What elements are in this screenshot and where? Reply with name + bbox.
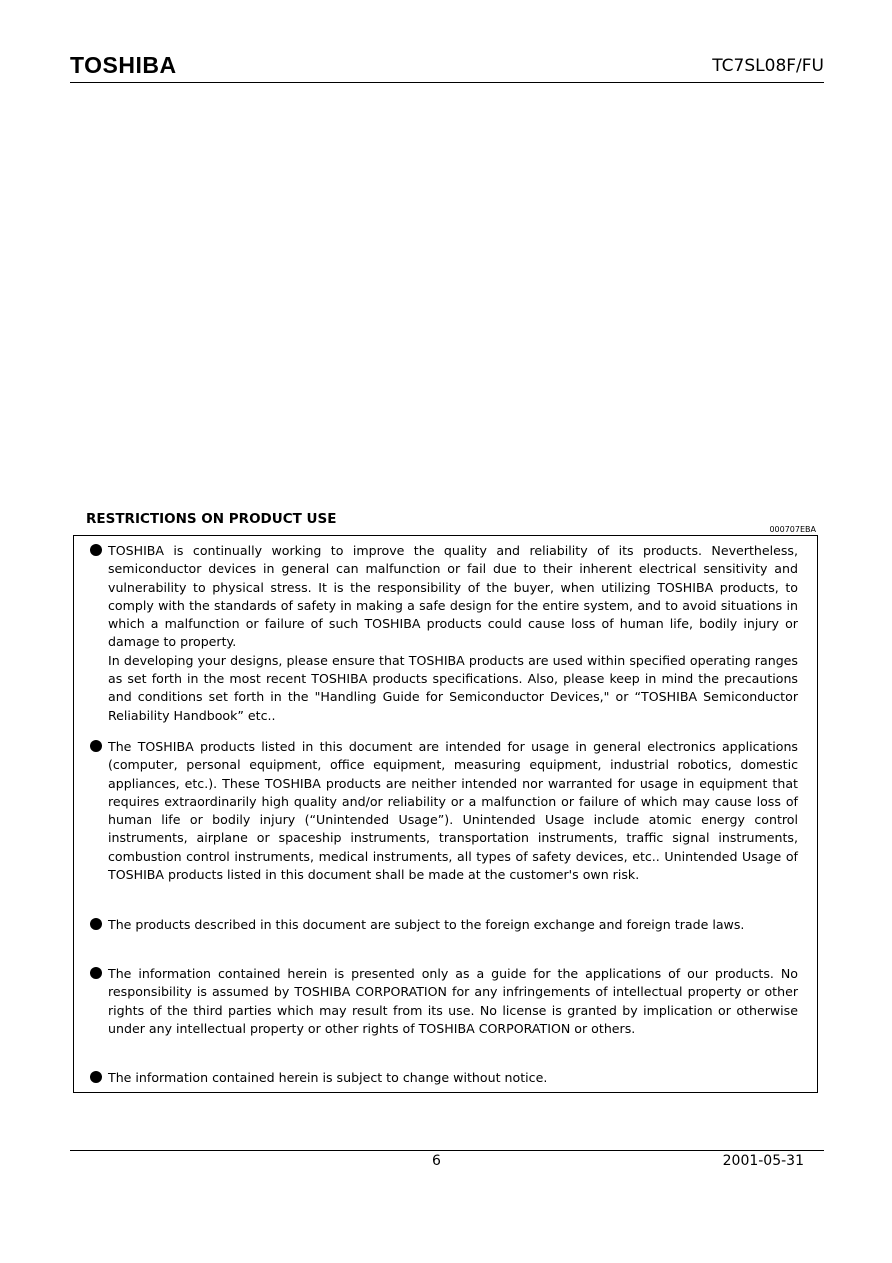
- bullet-icon: [90, 740, 102, 752]
- restriction-paragraph: The information contained herein is presented only as a guide for the applications of our products. No responsibility is assumed by TOSHIBA CORPORATION for any infringements of intellectual property or other rights of the third parties which may result from its use. No license is granted by implication or otherwise under any intellectual property or other rights of TOSHIBA CORPORATION or others.: [108, 966, 798, 1036]
- restriction-item-4: [90, 965, 798, 1038]
- restriction-item-1: [90, 542, 798, 725]
- document-date: 2001-05-31: [722, 1153, 804, 1169]
- bullet-icon: [90, 544, 102, 556]
- restriction-paragraph: The information contained herein is subject to change without notice.: [108, 1070, 548, 1085]
- bullet-icon: [90, 1071, 102, 1083]
- section-title: RESTRICTIONS ON PRODUCT USE: [86, 511, 337, 527]
- restriction-paragraph: The products described in this document are subject to the foreign exchange and foreign trade laws.: [108, 917, 745, 932]
- page-number: 6: [432, 1153, 441, 1169]
- part-number: TC7SL08F/FU: [712, 56, 824, 76]
- restriction-item-2: [90, 738, 798, 884]
- bullet-icon: [90, 918, 102, 930]
- footer-rule: [70, 1150, 824, 1151]
- toshiba-logo: TOSHIBA: [70, 52, 177, 78]
- restriction-paragraph: TOSHIBA is continually working to improve the quality and reliability of its products. Nevertheless, semiconductor devices in general can malfunction or fail due to their inherent electrical sensitivity and vulnerability to physical stress. It is the responsibility of the buyer, when utilizing TOSHIBA products, to comply with the standards of safety in making a safe design for the entire system, and to avoid situations in which a malfunction or failure of such TOSHIBA products could cause loss of human life, bodily injury or damage to property.: [108, 543, 798, 650]
- bullet-icon: [90, 967, 102, 979]
- restrictions-box: [73, 535, 818, 1093]
- restriction-paragraph: The TOSHIBA products listed in this document are intended for usage in general electronics applications (computer, personal equipment, office equipment, measuring equipment, industrial robotics, domestic appliances, etc.). These TOSHIBA products are neither intended nor warranted for usage in equipment that requires extraordinarily high quality and/or reliability or a malfunction or failure of which may cause loss of human life or bodily injury (“Unintended Usage”). Unintended Usage include atomic energy control instruments, airplane or spaceship instruments, transportation instruments, traffic signal instruments, combustion control instruments, medical instruments, all types of safety devices, etc.. Unintended Usage of TOSHIBA products listed in this document shall be made at the customer's own risk.: [108, 739, 798, 883]
- document-code: 000707EBA: [769, 525, 816, 534]
- page-header: [70, 52, 824, 83]
- restriction-item-3: [90, 916, 798, 934]
- restriction-item-5: [90, 1069, 798, 1087]
- restriction-paragraph: In developing your designs, please ensure that TOSHIBA products are used within specified operating ranges as set forth in the most recent TOSHIBA products specifications. Also, please keep in mind the precautions and conditions set forth in the "Handling Guide for Semiconductor Devices," or “TOSHIBA Semiconductor Reliability Handbook” etc..: [108, 652, 798, 723]
